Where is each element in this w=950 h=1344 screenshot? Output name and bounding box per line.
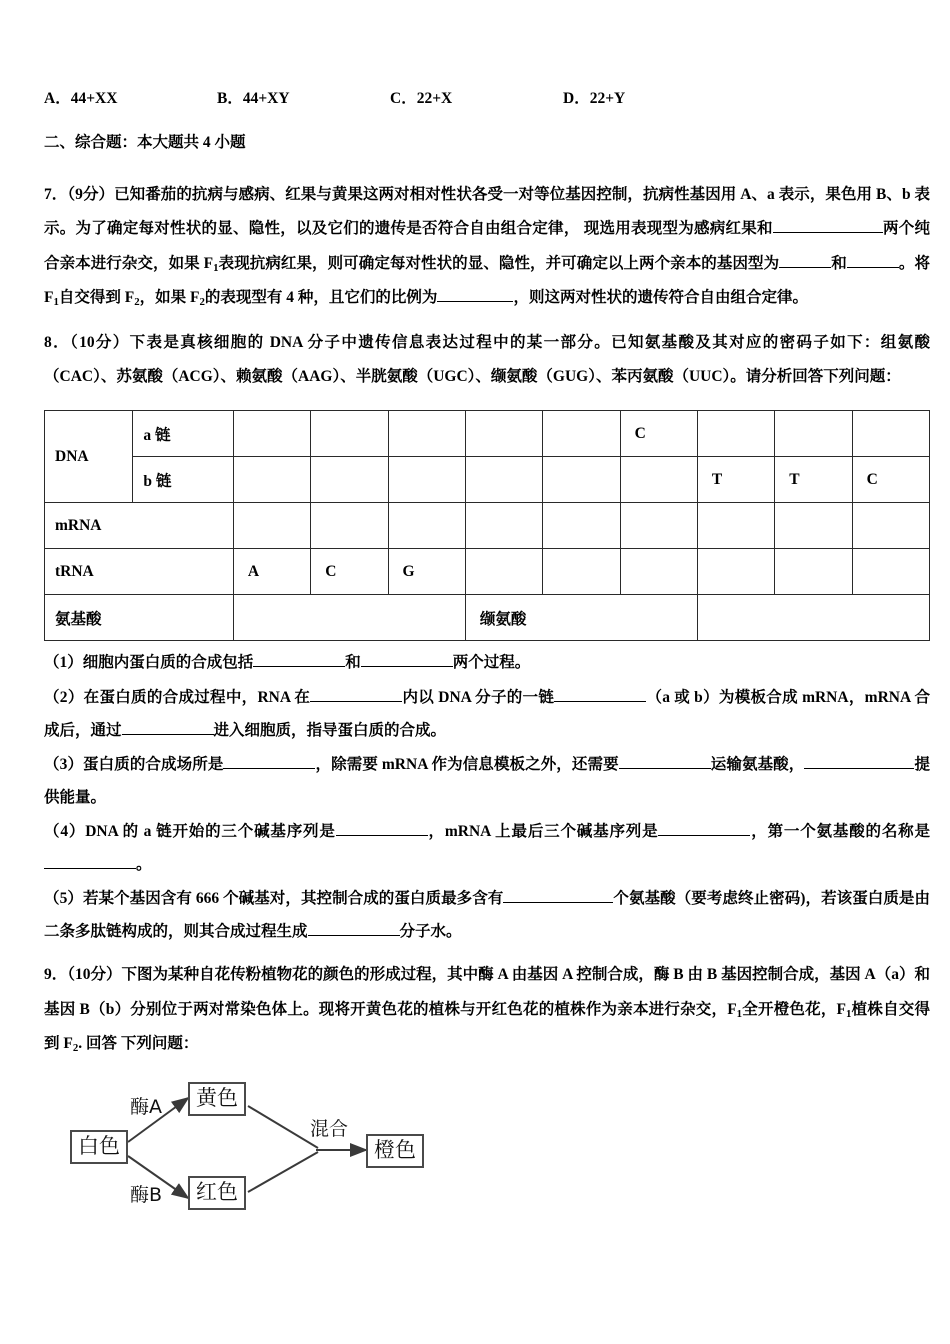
cell-a-2[interactable]	[311, 411, 388, 457]
q8-sub2-blank-2[interactable]	[554, 685, 646, 702]
cell-mrna-4[interactable]	[465, 503, 542, 549]
q8-sub3-suffix: 提供能量。	[44, 756, 930, 806]
cell-dna-label: DNA	[45, 411, 133, 503]
question-8-sub-4	[44, 816, 930, 881]
q8-number: 8．	[44, 333, 70, 351]
table-row-amino	[45, 595, 930, 641]
flower-color-pathway-diagram	[60, 1076, 480, 1216]
q8-sub4-blank-3[interactable]	[44, 852, 136, 869]
cell-a-1[interactable]	[233, 411, 310, 457]
q9-score: （10分）	[67, 966, 122, 984]
cell-b-7[interactable]: T	[697, 457, 774, 503]
q8-sub4-suffix: 。	[136, 855, 152, 873]
cell-b-9[interactable]: C	[852, 457, 929, 503]
question-8-sub-2	[44, 682, 930, 747]
diagram-box-red: 红色	[188, 1176, 246, 1210]
q8-sub4-blank-2[interactable]	[658, 820, 750, 837]
q7-sub-1: 1	[213, 261, 219, 274]
table-row-mrna	[45, 503, 930, 549]
cell-trna-5[interactable]	[543, 549, 620, 595]
cell-b-chain-label: b 链	[133, 457, 233, 503]
cell-trna-7[interactable]	[697, 549, 774, 595]
q7-blank-4[interactable]	[437, 286, 513, 303]
q9-number: 9．	[44, 966, 68, 984]
q9-stem-c: 植株自交得到 F	[44, 1000, 930, 1053]
q8-sub2-blank-3[interactable]	[122, 718, 214, 735]
cell-trna-8[interactable]	[775, 549, 852, 595]
q7-segment-5: ，则这两对性状的遗传符合自由组合定律。	[513, 289, 808, 307]
q7-blank-3[interactable]	[847, 251, 899, 268]
q7-score: （9分）	[67, 186, 115, 203]
cell-amino-1[interactable]	[233, 595, 465, 641]
q8-stem-text: 下表是真核细胞的 DNA 分子中遗传信息表达过程中的某一部分。已知氨基酸及其对应的密码子如下：组氨酸（CAC）、苏氨酸（ACG）、赖氨酸（AAG）、半胱氨酸（UGC）、缬氨酸（GUG）、苯丙氨酸（UUC）。请分析回答下列问题：	[44, 333, 930, 386]
q7-segment-2b: 表现抗病红果，则可确定每对性状的显、隐性，并可确定以上两个亲本的基因型为	[218, 254, 780, 272]
q8-sub3-mid1: ，除需要 mRNA 作为信息模板之外，还需要	[315, 756, 619, 774]
q8-sub5-suffix: 分子水。	[399, 922, 462, 940]
q8-sub2-suffix: 进入细胞质，指导蛋白质的合成。	[213, 721, 447, 739]
q7-segment-4d: 的表现型有 4 种，且它们的比例为	[204, 289, 438, 307]
q8-sub4-mid1: ，mRNA 上最后三个碱基序列是	[427, 823, 659, 841]
cell-amino-label: 氨基酸	[45, 595, 234, 641]
q8-sub3-blank-1[interactable]	[223, 753, 315, 770]
cell-a-chain-label: a 链	[133, 411, 233, 457]
q9-sub-2: 1	[846, 1007, 852, 1020]
q8-sub2-blank-1[interactable]	[310, 685, 402, 702]
q8-sub4-mid2: ，第一个氨基酸的名称是	[750, 823, 930, 841]
question-7	[44, 178, 930, 316]
q7-segment-2: 两个纯合亲本进行杂交，如果 F	[44, 220, 930, 272]
question-8-stem	[44, 326, 930, 395]
q7-segment-4b: 自交得到 F	[58, 289, 135, 307]
q8-sub5-blank-2[interactable]	[308, 919, 400, 936]
cell-b-4[interactable]	[465, 457, 542, 503]
cell-mrna-7[interactable]	[697, 503, 774, 549]
cell-trna-4[interactable]	[465, 549, 542, 595]
cell-mrna-9[interactable]	[852, 503, 929, 549]
q9-sub-3: 2	[72, 1042, 79, 1055]
cell-mrna-3[interactable]	[388, 503, 465, 549]
q8-sub3-blank-2[interactable]	[619, 753, 711, 770]
cell-a-6[interactable]: C	[620, 411, 697, 457]
cell-trna-9[interactable]	[852, 549, 929, 595]
q7-segment-1: 已知番茄的抗病与感病、红果与黄果这两对相对性状各受一对等位基因控制，抗病性基因用 A、a 表示，果色用 B、b 表示。为了确定每对性状的显、隐性，以及它们的遗传是否符合自由组合定律， 现选用表现型为感病红果和	[44, 186, 930, 238]
q7-number: 7．	[44, 186, 68, 203]
q7-blank-1[interactable]	[773, 217, 883, 234]
cell-amino-2[interactable]: 缬氨酸	[465, 595, 697, 641]
q8-sub4-blank-1[interactable]	[336, 820, 428, 837]
question-9	[44, 958, 930, 1215]
q7-sub-3: 2	[134, 296, 140, 309]
cell-mrna-2[interactable]	[311, 503, 388, 549]
q7-segment-4c: ，如果 F	[139, 289, 200, 307]
diagram-box-yellow: 黄色	[188, 1082, 246, 1116]
q8-sub5-prefix: （5）若某个基因含有 666 个碱基对，其控制合成的蛋白质最多含有	[44, 890, 504, 908]
diagram-box-orange: 橙色	[366, 1134, 424, 1168]
cell-a-3[interactable]	[388, 411, 465, 457]
question-8-sub-5	[44, 883, 930, 948]
q7-sub-2: 1	[53, 296, 59, 309]
table-row-dna-a	[45, 411, 930, 457]
q8-sub2-mid1: 内以 DNA 分子的一链	[402, 688, 555, 706]
question-7-text	[44, 178, 930, 316]
q7-sub-4: 2	[199, 296, 205, 309]
cell-trna-1[interactable]: A	[233, 549, 310, 595]
cell-amino-3[interactable]	[697, 595, 929, 641]
q8-sub1-prefix: （1）细胞内蛋白质的合成包括	[44, 654, 254, 672]
diagram-label-mix: 混合	[310, 1117, 349, 1140]
cell-b-1[interactable]	[233, 457, 310, 503]
question-8	[44, 326, 930, 949]
cell-mrna-5[interactable]	[543, 503, 620, 549]
q8-sub4-prefix: （4）DNA 的 a 链开始的三个碱基序列是	[44, 823, 336, 841]
answer-options-row	[44, 86, 930, 108]
question-8-sub-3	[44, 749, 930, 814]
cell-trna-6[interactable]	[620, 549, 697, 595]
q9-stem-a: 下图为某种自花传粉植物花的颜色的形成过程，其中酶 A 由基因 A 控制合成，酶 B 由 B 基因控制合成，基因 A（a）和基因 B（b）分别位于两对常染色体上。现将开黄色花的植株与开红色花的植株作为亲本进行杂交，F	[44, 966, 930, 1018]
q8-sub1-suffix: 两个过程。	[452, 654, 531, 672]
q9-stem-d: . 回答 下列问题：	[78, 1035, 199, 1053]
q8-score: （10分）	[69, 333, 130, 351]
cell-mrna-8[interactable]	[775, 503, 852, 549]
cell-b-3[interactable]	[388, 457, 465, 503]
cell-trna-2[interactable]: C	[311, 549, 388, 595]
option-c: C．22+X	[390, 90, 453, 107]
q8-sub5-blank-1[interactable]	[503, 887, 613, 904]
q8-sub1-mid: 和	[345, 654, 361, 672]
diagram-label-enzyme-a: 酶A	[130, 1095, 162, 1118]
cell-a-5[interactable]	[543, 411, 620, 457]
cell-a-9[interactable]	[852, 411, 929, 457]
line-red-to-merge	[248, 1152, 318, 1192]
q7-blank-2[interactable]	[779, 251, 831, 268]
question-8-sub-1	[44, 647, 930, 680]
cell-mrna-6[interactable]	[620, 503, 697, 549]
cell-b-2[interactable]	[311, 457, 388, 503]
question-9-stem	[44, 958, 930, 1061]
cell-b-6[interactable]	[620, 457, 697, 503]
q9-stem-b: 全开橙色花，F	[742, 1000, 847, 1018]
cell-trna-label: tRNA	[45, 549, 234, 595]
option-b: B．44+XY	[217, 90, 290, 107]
section-heading: 二、综合题：本大题共 4 小题	[44, 134, 246, 151]
cell-a-8[interactable]	[775, 411, 852, 457]
q8-sub2-prefix: （2）在蛋白质的合成过程中，RNA 在	[44, 688, 311, 706]
cell-a-7[interactable]	[697, 411, 774, 457]
table-row-dna-b	[45, 457, 930, 503]
cell-b-8[interactable]: T	[775, 457, 852, 503]
q8-sub1-blank-2[interactable]	[361, 651, 453, 668]
q8-sub1-blank-1[interactable]	[253, 651, 345, 668]
cell-b-5[interactable]	[543, 457, 620, 503]
q7-segment-3: 和	[831, 254, 847, 272]
cell-trna-3[interactable]: G	[388, 549, 465, 595]
genetic-info-table	[44, 410, 930, 641]
q8-sub5-mid1: 个氨基酸（要考虑终止密码)，若该蛋白质是由二条多肽链构成的，则其合成过程生成	[44, 890, 930, 940]
cell-a-4[interactable]	[465, 411, 542, 457]
option-a: A．44+XX	[44, 90, 118, 107]
table-row-trna	[45, 549, 930, 595]
q8-sub3-prefix: （3）蛋白质的合成场所是	[44, 756, 224, 774]
q8-sub3-blank-3[interactable]	[804, 753, 914, 770]
cell-mrna-label: mRNA	[45, 503, 234, 549]
q8-sub2-mid2: （a 或 b）为模板合成 mRNA，mRNA 合成后，通过	[44, 688, 930, 739]
q9-sub-1: 1	[736, 1007, 743, 1020]
q8-sub3-mid2: 运输氨基酸，	[710, 756, 805, 774]
diagram-label-enzyme-b: 酶B	[130, 1183, 163, 1206]
line-yellow-to-merge	[248, 1106, 318, 1148]
option-d: D．22+Y	[563, 90, 626, 107]
diagram-box-white: 白色	[70, 1130, 128, 1164]
cell-mrna-1[interactable]	[233, 503, 310, 549]
q7-segment-4: 。将 F	[44, 254, 930, 307]
